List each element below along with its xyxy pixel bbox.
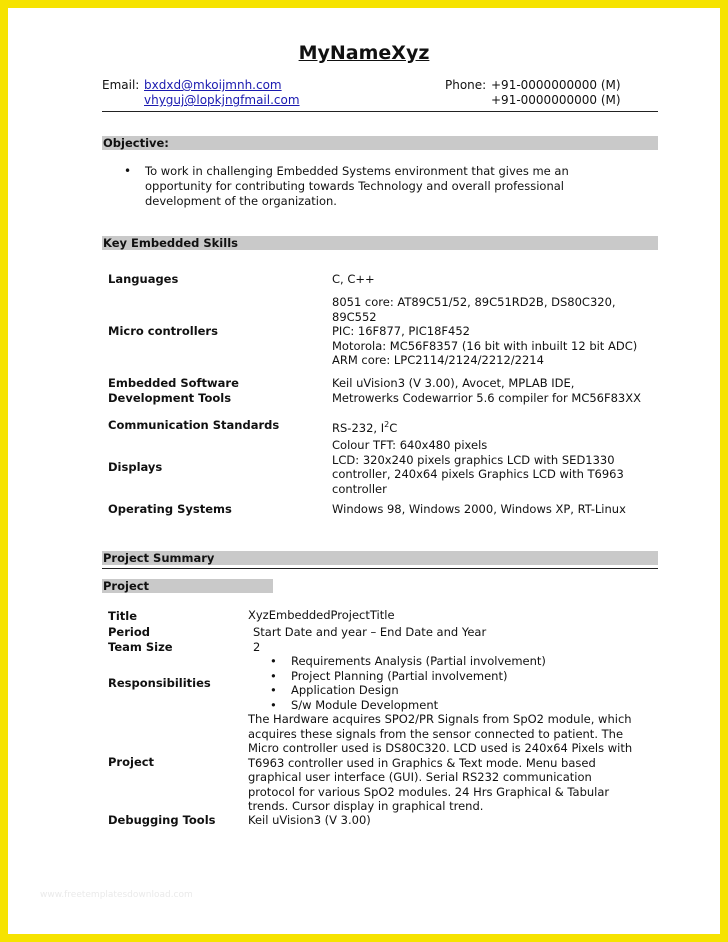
skill-value-displays: [332, 438, 662, 496]
project-responsibilities-label: Responsibilities: [108, 676, 211, 690]
skill-label-microcontrollers: Micro controllers: [108, 324, 218, 338]
skill-label-line: Embedded Software: [108, 376, 239, 390]
skill-value-os: [332, 502, 662, 517]
skill-value-line: Motorola: MC56F8357 (16 bit with inbuilt 12 bit ADC): [332, 338, 638, 353]
skill-label-tools: [108, 376, 239, 406]
skill-label-communication: Communication Standards: [108, 418, 280, 432]
skill-label-line: Development Tools: [108, 391, 232, 405]
skill-value-communication: [332, 418, 662, 435]
email-link-1[interactable]: bxdxd@mkoijmnh.com: [144, 78, 282, 92]
comm-value-text: RS-232, I: [332, 420, 385, 435]
list-item: • S/w Module Development: [268, 698, 546, 713]
project-line: The Hardware acquires SPO2/PR Signals from SpO2 module, which: [248, 712, 632, 726]
skill-value-line: 8051 core: AT89C51/52, 89C51RD2B, DS80C320,: [332, 295, 616, 309]
debugging-tools-value: Keil uVision3 (V 3.00): [248, 813, 371, 827]
skill-value-line: C, C++: [332, 272, 375, 286]
project-description-label: Project: [108, 755, 155, 769]
project-title-value: XyzEmbeddedProjectTitle: [248, 608, 395, 622]
project-subheading: Project: [102, 579, 273, 593]
objective-line: development of the organization.: [145, 194, 337, 208]
project-line: T6963 controller used in Graphics & Text mode. Menu based: [248, 755, 596, 770]
skill-value-line: Windows 98, Windows 2000, Windows XP, RT-Linux: [332, 502, 626, 516]
skills-heading: Key Embedded Skills: [102, 236, 658, 250]
skill-label-languages: Languages: [108, 272, 179, 286]
project-title-label: Title: [108, 609, 138, 623]
project-line: acquires these signals from the sensor connected to patient. The: [248, 726, 624, 741]
skill-label-displays: Displays: [108, 460, 163, 474]
skill-value-line: Colour TFT: 640x480 pixels: [332, 438, 488, 452]
project-line: trends. Cursor display in graphical trend.: [248, 799, 484, 813]
skill-value-languages: [332, 272, 662, 287]
list-item: • Project Planning (Partial involvement): [268, 669, 546, 684]
project-summary-divider: [102, 568, 658, 569]
header-divider: [102, 111, 658, 112]
project-description: [248, 712, 668, 814]
phone-2: +91-0000000000 (M): [491, 93, 621, 107]
skill-value-line: Metrowerks Codewarrior 5.6 compiler for MC56F83XX: [332, 390, 642, 405]
objective-heading: Objective:: [102, 136, 658, 150]
skill-value-line: ARM core: LPC2114/2124/2212/2214: [332, 353, 544, 367]
phone-label: Phone:: [445, 78, 487, 92]
skill-value-line: controller, 240x64 pixels Graphics LCD with T6963: [332, 467, 624, 481]
email-block: [102, 78, 300, 108]
project-team-value: 2: [253, 640, 261, 654]
skill-value-line: PIC: 16F877, PIC18F452: [332, 324, 470, 338]
skill-value-line: Keil uVision3 (V 3.00), Avocet, MPLAB IDE,: [332, 376, 575, 390]
project-line: Micro controller used is DS80C320. LCD used is 240x64 Pixels with: [248, 741, 633, 755]
email-label: Email:: [102, 78, 140, 92]
list-item: • Application Design: [268, 683, 546, 698]
project-period-value: Start Date and year – End Date and Year: [253, 625, 487, 639]
responsibilities-list: [268, 654, 546, 712]
skill-value-line: LCD: 320x240 pixels graphics LCD with SED1330: [332, 452, 615, 467]
phone-1: +91-0000000000 (M): [491, 78, 621, 92]
comm-superscript: 2: [384, 420, 390, 429]
skill-value-line: controller: [332, 481, 387, 496]
skill-value-line: 89C552: [332, 309, 377, 324]
phone-block: [445, 78, 621, 108]
debugging-tools-label: Debugging Tools: [108, 813, 216, 827]
objective-text: [145, 164, 605, 209]
comm-value-suffix: C: [389, 420, 398, 435]
project-line: protocol for various SpO2 modules. 24 Hrs Graphical & Tabular: [248, 784, 610, 799]
objective-line: To work in challenging Embedded Systems environment that gives me an: [145, 164, 569, 178]
project-period-label: Period: [108, 625, 150, 639]
watermark: www.freetemplatesdownload.com: [40, 890, 193, 900]
objective-bullet: •: [124, 164, 132, 178]
project-team-label: Team Size: [108, 640, 173, 654]
email-link-2[interactable]: vhyguj@lopkjngfmail.com: [144, 93, 300, 107]
project-summary-heading: Project Summary: [102, 551, 658, 565]
skill-value-microcontrollers: [332, 295, 662, 368]
skill-value-tools: [332, 376, 662, 405]
candidate-name: MyNameXyz: [298, 42, 430, 64]
skill-label-os: Operating Systems: [108, 502, 232, 516]
project-line: graphical user interface (GUI). Serial RS232 communication: [248, 770, 592, 784]
objective-line: opportunity for contributing towards Technology and overall professional: [145, 179, 564, 193]
list-item: • Requirements Analysis (Partial involvement): [268, 654, 546, 669]
